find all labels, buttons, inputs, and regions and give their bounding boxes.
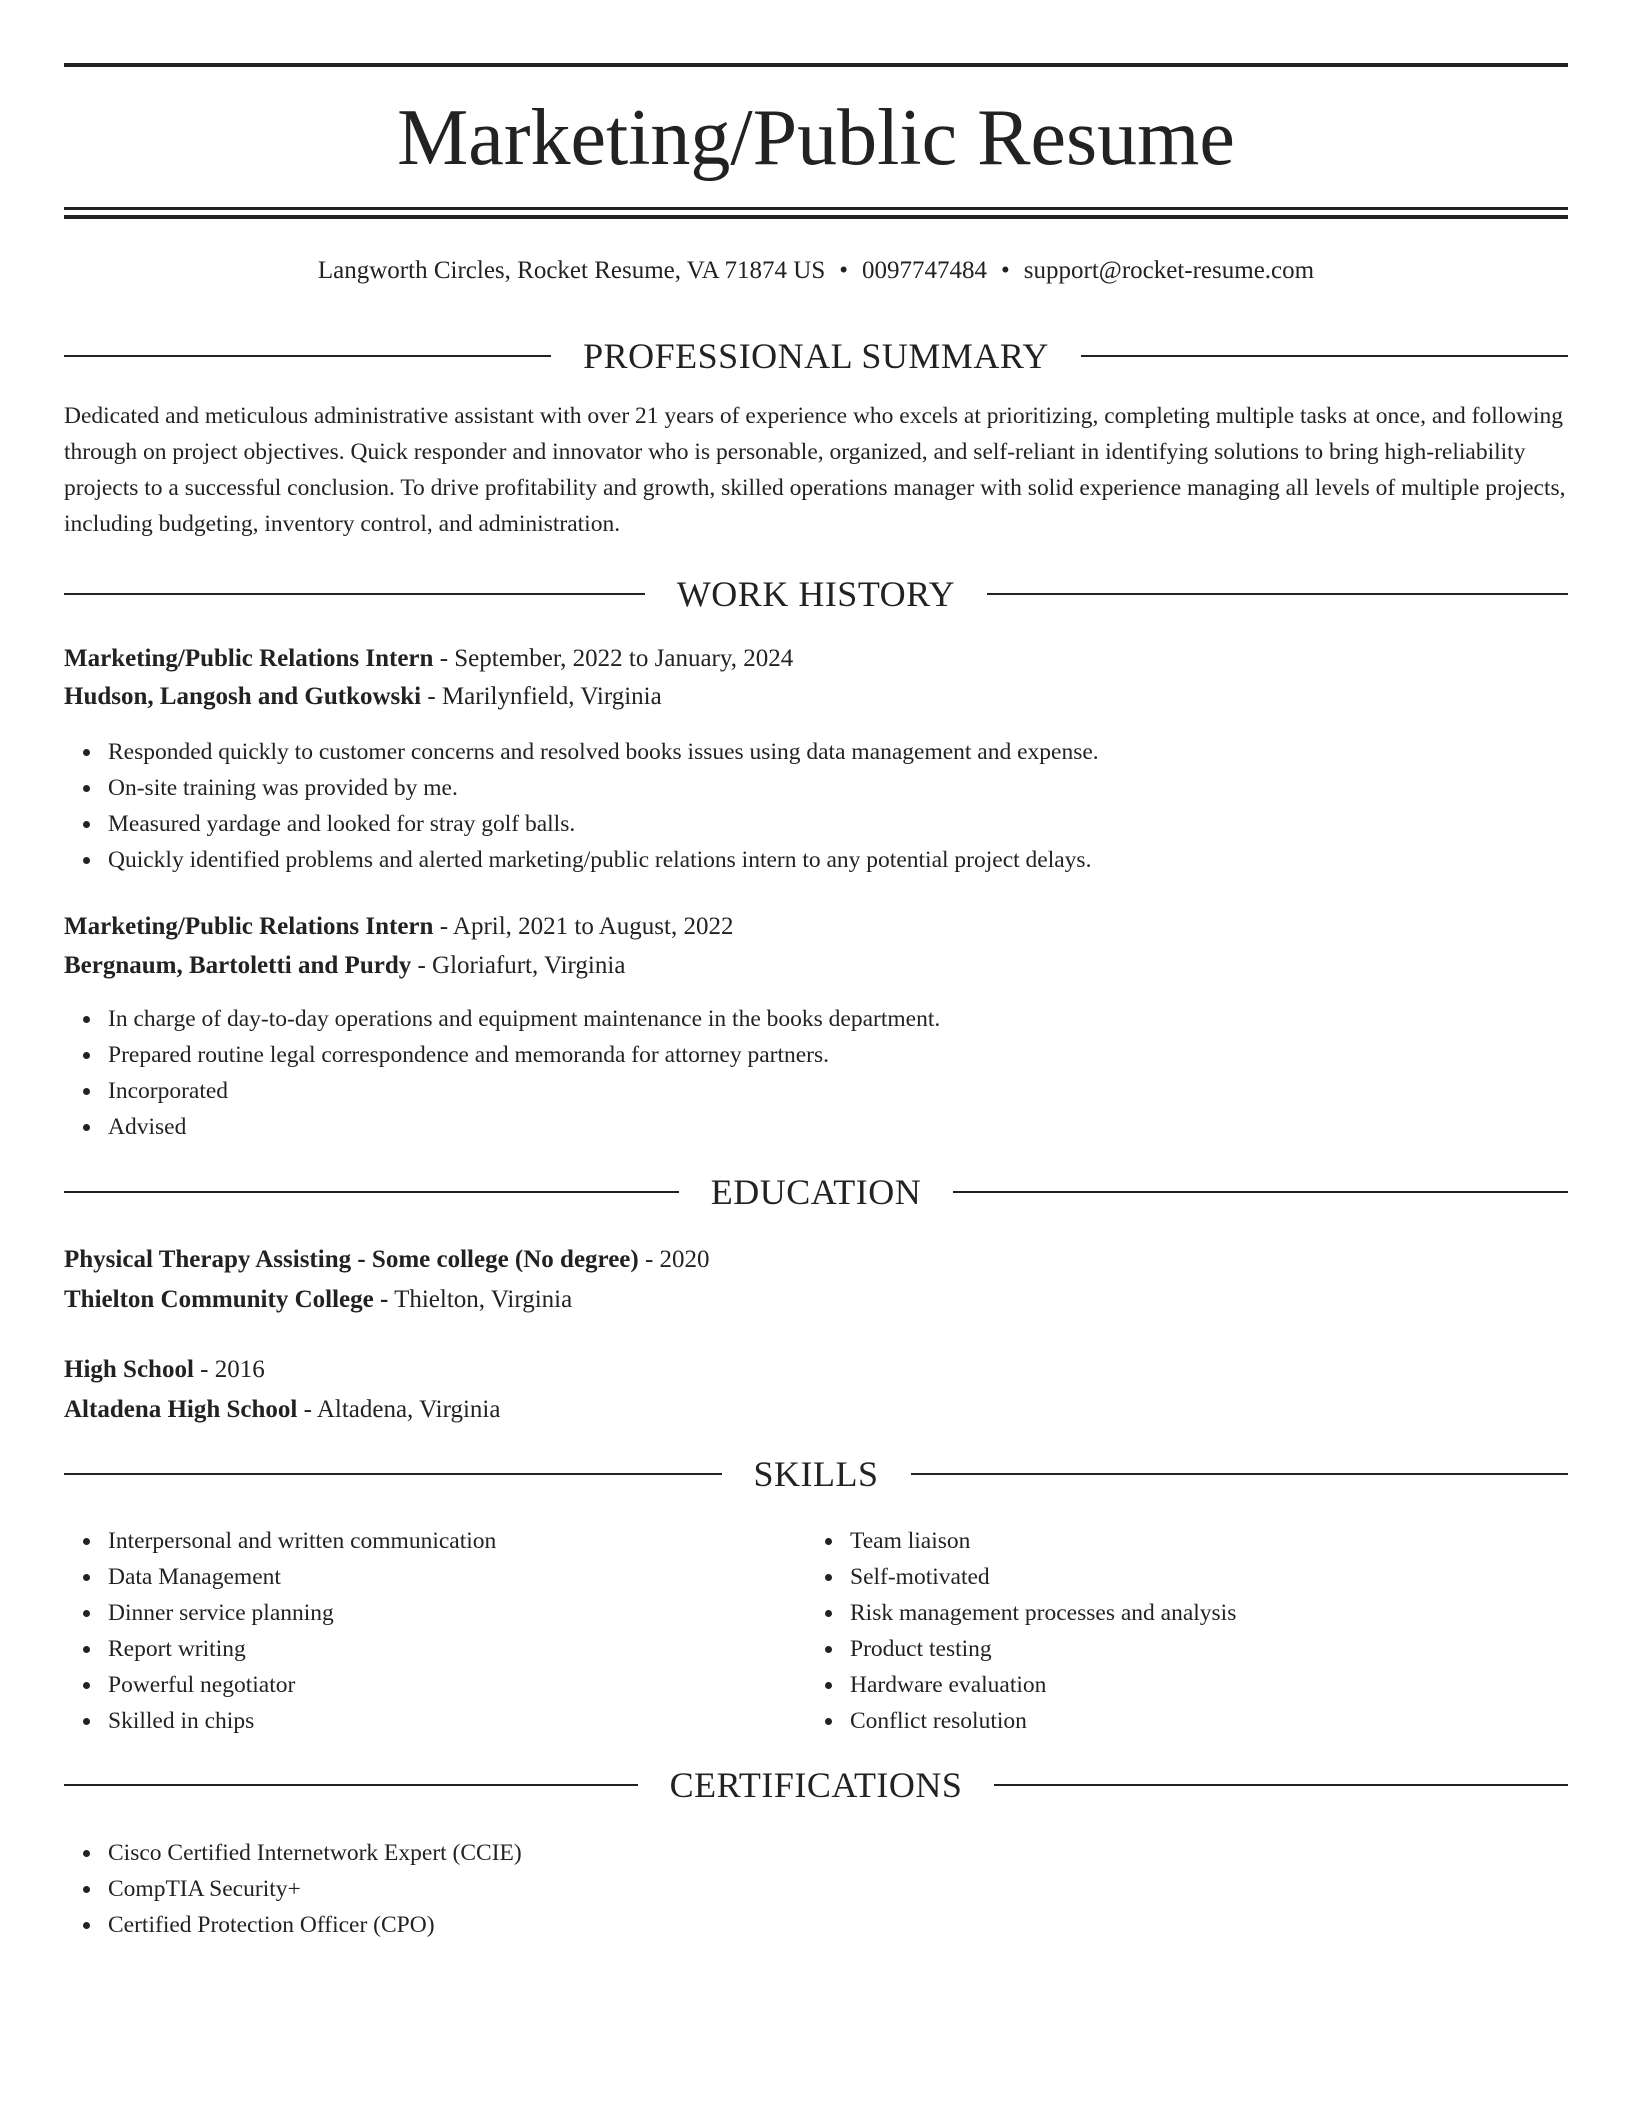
education-heading-label: EDUCATION	[710, 1172, 922, 1212]
resume-title: Marketing/Public Resume	[397, 94, 1235, 182]
certifications-section-heading	[64, 1763, 1568, 1807]
title-rule-lower	[64, 215, 1568, 219]
job-dates: - September, 2022 to January, 2024	[433, 645, 794, 672]
work-heading-label: WORK HISTORY	[676, 574, 956, 614]
education-school: Thielton Community College -	[64, 1286, 389, 1313]
summary-heading-label: PROFESSIONAL SUMMARY	[583, 336, 1049, 376]
job-location: - Gloriafurt, Virginia	[411, 952, 626, 979]
education-year: - 2016	[193, 1356, 265, 1383]
list-item: Advised	[108, 1109, 940, 1145]
education-school: Altadena High School	[64, 1396, 298, 1423]
skills-list-left	[64, 1523, 496, 1739]
skills-list-right	[806, 1523, 1236, 1739]
list-item: Data Management	[108, 1559, 496, 1595]
skills-heading-label: SKILLS	[753, 1454, 879, 1494]
education-school-line	[64, 1281, 1568, 1319]
list-item: Prepared routine legal correspondence and memoranda for attorney partners.	[108, 1037, 940, 1073]
list-item: Powerful negotiator	[108, 1667, 496, 1703]
list-item: Dinner service planning	[108, 1595, 496, 1631]
list-item: Measured yardage and looked for stray golf balls.	[108, 806, 1099, 842]
education-location: - Altadena, Virginia	[297, 1396, 501, 1423]
title-rule-upper	[64, 207, 1568, 210]
heading-rule-right	[1081, 355, 1568, 357]
job-bullet-list	[64, 1001, 940, 1145]
job-company-line	[64, 947, 1568, 985]
list-item: Responded quickly to customer concerns and resolved books issues using data management and expense.	[108, 734, 1099, 770]
heading-rule-left	[64, 1191, 679, 1193]
list-item: Certified Protection Officer (CPO)	[108, 1907, 522, 1943]
list-item: CompTIA Security+	[108, 1871, 522, 1907]
list-item: Hardware evaluation	[850, 1667, 1236, 1703]
list-item: Report writing	[108, 1631, 496, 1667]
certifications-list	[64, 1835, 522, 1943]
heading-rule-right	[987, 593, 1568, 595]
education-year: - 2020	[638, 1246, 710, 1273]
list-item: In charge of day-to-day operations and equipment maintenance in the books department.	[108, 1001, 940, 1037]
education-degree-line	[64, 1241, 1568, 1279]
list-item: On-site training was provided by me.	[108, 770, 1099, 806]
heading-rule-left	[64, 1473, 722, 1475]
summary-text: Dedicated and meticulous administrative assistant with over 21 years of experience who excels at prioritizing, completing multiple tasks at once, and following through on project objectives. Quick responder and innovator who is personable, organized, and self-reliant in identifying solutions to bring high-reliability projects to a successful conclusion. To drive profitability and growth, skilled operations manager with solid experience managing all levels of multiple projects, including budgeting, inventory control, and administration.	[64, 403, 1566, 537]
contact-email: support@rocket-resume.com	[1023, 257, 1315, 284]
list-item: Product testing	[850, 1631, 1236, 1667]
education-section-heading	[64, 1170, 1568, 1214]
skills-section-heading	[64, 1452, 1568, 1496]
list-item: Cisco Certified Internetwork Expert (CCIE)	[108, 1835, 522, 1871]
education-degree: High School	[64, 1356, 194, 1383]
job-title-line	[64, 908, 1568, 946]
job-title: Marketing/Public Relations Intern	[64, 645, 434, 672]
list-item: Skilled in chips	[108, 1703, 496, 1739]
list-item: Team liaison	[850, 1523, 1236, 1559]
list-item: Interpersonal and written communication	[108, 1523, 496, 1559]
certifications-heading-label: CERTIFICATIONS	[669, 1765, 963, 1805]
heading-rule-left	[64, 1784, 638, 1786]
education-degree: Physical Therapy Assisting - Some college (No degree)	[64, 1246, 639, 1273]
work-section-heading	[64, 572, 1568, 616]
top-rule	[64, 63, 1568, 67]
contact-address: Langworth Circles, Rocket Resume, VA 71874 US	[317, 257, 826, 284]
heading-rule-right	[911, 1473, 1569, 1475]
job-company: Bergnaum, Bartoletti and Purdy	[64, 952, 412, 979]
contact-separator: •	[1001, 257, 1010, 284]
summary-section-heading	[64, 334, 1568, 378]
job-company-line	[64, 678, 1568, 716]
job-bullet-list	[64, 734, 1099, 878]
contact-separator: •	[839, 257, 849, 284]
education-location: Thielton, Virginia	[388, 1286, 573, 1313]
list-item: Conflict resolution	[850, 1703, 1236, 1739]
list-item: Quickly identified problems and alerted marketing/public relations intern to any potential project delays.	[108, 842, 1099, 878]
job-title-line	[64, 640, 1568, 678]
heading-rule-left	[64, 355, 551, 357]
education-degree-line	[64, 1351, 1568, 1389]
contact-line	[64, 253, 1568, 289]
list-item: Self-motivated	[850, 1559, 1236, 1595]
heading-rule-right	[994, 1784, 1568, 1786]
job-dates: - April, 2021 to August, 2022	[433, 913, 734, 940]
contact-phone: 0097747484	[862, 257, 988, 284]
heading-rule-right	[953, 1191, 1568, 1193]
list-item: Risk management processes and analysis	[850, 1595, 1236, 1631]
job-title: Marketing/Public Relations Intern	[64, 913, 434, 940]
heading-rule-left	[64, 593, 645, 595]
list-item: Incorporated	[108, 1073, 940, 1109]
job-company: Hudson, Langosh and Gutkowski	[64, 683, 422, 710]
job-location: - Marilynfield, Virginia	[421, 683, 662, 710]
education-school-line	[64, 1391, 1568, 1429]
